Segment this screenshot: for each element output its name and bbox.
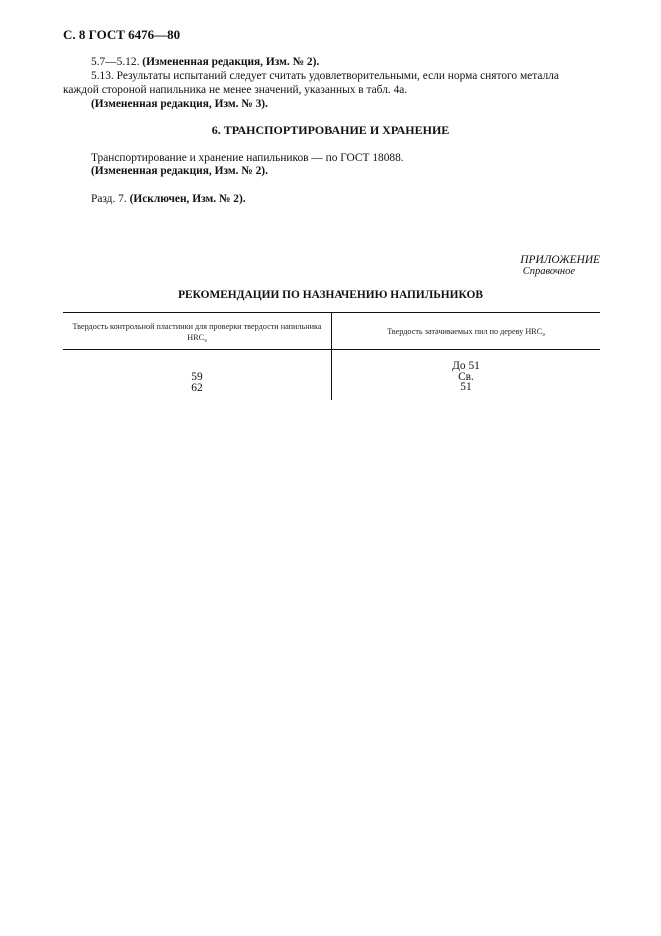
table-title: РЕКОМЕНДАЦИИ ПО НАЗНАЧЕНИЮ НАПИЛЬНИКОВ <box>178 289 483 301</box>
table-column-divider <box>331 312 332 400</box>
amendment-note: (Измененная редакция, Изм. № 3). <box>91 98 268 110</box>
paragraph-5-13-line2: каждой стороной напильника не менее значений, указанных в табл. 4а. <box>63 84 408 96</box>
amendment-note: (Измененная редакция, Изм. № 2). <box>142 56 320 68</box>
appendix-sublabel: Справочное <box>522 266 575 277</box>
table-cell-value: До 51 <box>452 360 480 372</box>
paragraph-5-7 <box>91 55 319 69</box>
table-cell-col2 <box>335 361 597 393</box>
table-header-col2: Твердость затачиваемых пил по дереву $HRC_э$ <box>387 327 545 338</box>
appendix-label: ПРИЛОЖЕНИЕ <box>520 254 600 266</box>
page-header: С. 8 ГОСТ 6476—80 <box>63 27 181 42</box>
clause-number: 5.7—5.12. <box>91 56 140 68</box>
section-text: Транспортирование и хранение напильников — по ГОСТ 18088. <box>91 152 404 164</box>
section-label: Разд. 7. <box>91 193 127 205</box>
table-cell-value: 59 <box>191 371 203 383</box>
section-7-note <box>91 192 246 206</box>
section-title: 6. ТРАНСПОРТИРОВАНИЕ И ХРАНЕНИЕ <box>211 123 450 137</box>
table-cell-value: 51 <box>460 381 472 393</box>
table-cell-value: 62 <box>191 381 203 394</box>
amendment-note: (Измененная редакция, Изм. № 2). <box>91 165 268 177</box>
table-cell-value: Св. <box>458 370 474 383</box>
table-header-col1: Твердость контрольной пластинки для проверки твердости напильника $HRC_э$ <box>72 322 322 344</box>
exclusion-note: (Исключен, Изм. № 2). <box>129 193 246 205</box>
paragraph-5-13-line1: 5.13. Результаты испытаний следует считать удовлетворительными, если норма снятого металла <box>91 70 559 82</box>
table-cell-col1 <box>66 372 328 393</box>
